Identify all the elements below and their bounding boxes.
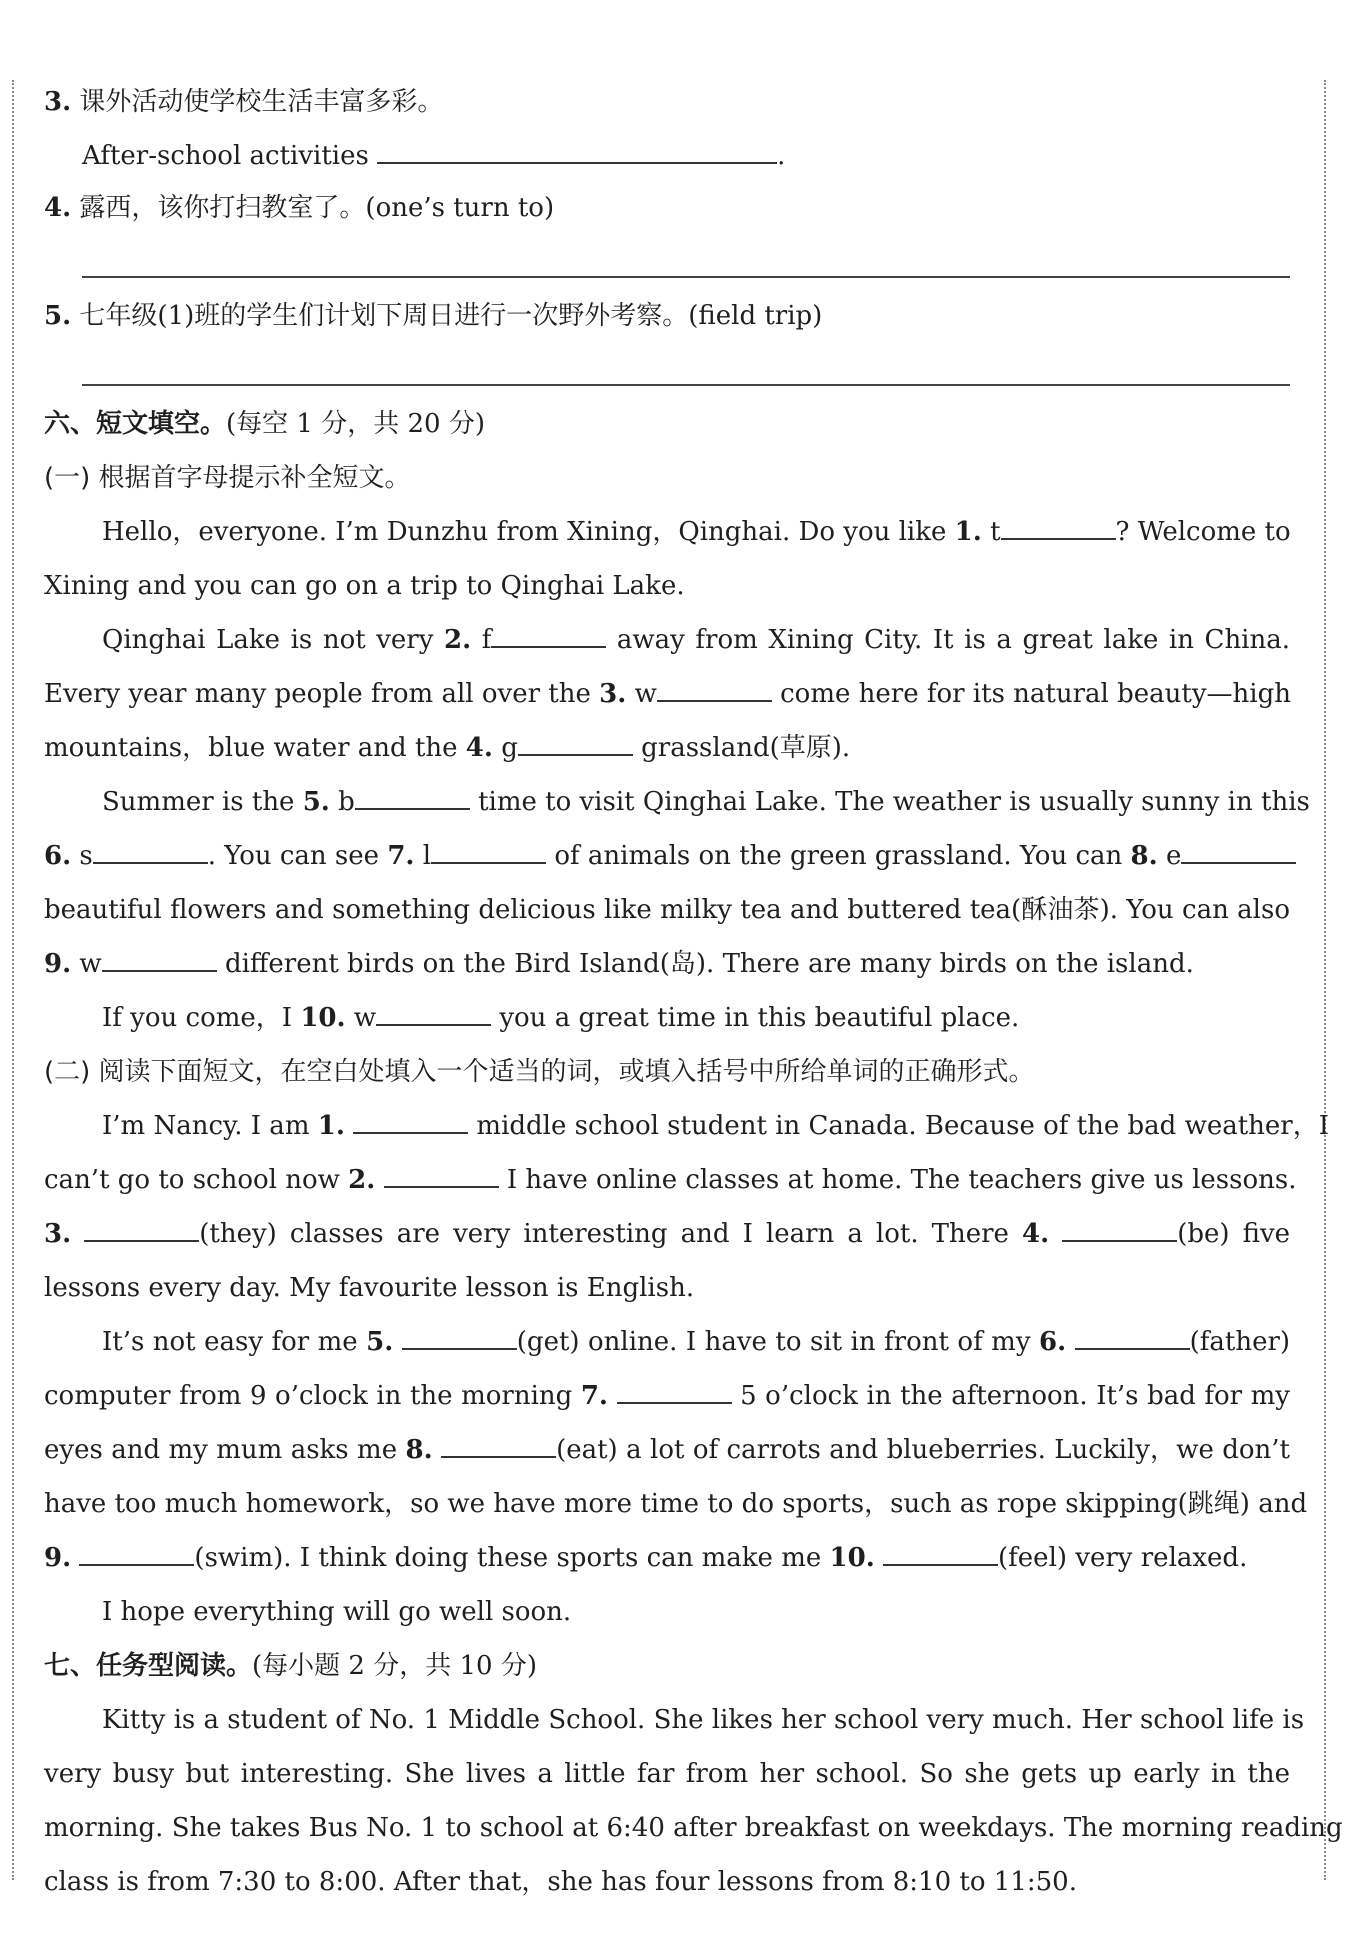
passage-1-line: Summer is the 5. b time to visit Qinghai Lake. The weather is usually sunny in this [102,787,1310,817]
passage-1-line: 6. s . You can see 7. l of animals on the green grassland. You can 8. e [44,838,1290,874]
passage-1-line: beautiful flowers and something delicious like milky tea and buttered tea(酥油茶). You can also [44,895,1290,925]
blank-3[interactable] [657,680,772,702]
blank-9[interactable] [102,950,217,972]
passage-1-line: Xining and you can go on a trip to Qinghai Lake. [44,571,685,601]
section-6-heading: 六、短文填空。(每空 1 分，共 20 分) [44,409,485,439]
blank-3[interactable] [84,1220,199,1242]
passage-2-line: I hope everything will go well soon. [102,1597,572,1627]
section-7-heading: 七、任务型阅读。(每小题 2 分，共 10 分) [44,1651,537,1681]
passage-2-line: I’m Nancy. I am 1. middle school student in Canada. Because of the bad weather，I [102,1111,1330,1141]
blank-10[interactable] [883,1544,998,1566]
blank-8[interactable] [441,1436,556,1458]
passage-1-line: Hello，everyone. I’m Dunzhu from Xining，Qinghai. Do you like 1. t ? Welcome to [102,517,1291,547]
blank-4[interactable] [1062,1220,1177,1242]
passage-3-line: very busy but interesting. She lives a little far from her school. So she gets up early in the [44,1759,1290,1789]
answer-line-4[interactable] [82,276,1290,278]
section-6-part-1-heading: (一) 根据首字母提示补全短文。 [44,463,411,493]
blank-5[interactable] [402,1328,517,1350]
passage-2-line: computer from 9 o’clock in the morning 7. 5 o’clock in the afternoon. It’s bad for my [44,1381,1290,1411]
blank-1[interactable] [1001,518,1116,540]
section-6-part-2-heading: (二) 阅读下面短文，在空白处填入一个适当的词，或填入括号中所给单词的正确形式。 [44,1057,1035,1087]
passage-1-line: Every year many people from all over the 3. w come here for its natural beauty—high [44,679,1291,709]
answer-blank[interactable] [377,142,777,164]
right-margin-line [1324,80,1326,1880]
passage-2-line: 9. (swim). I think doing these sports can make me 10. (feel) very relaxed. [44,1543,1248,1573]
passage-2-line: can’t go to school now 2. I have online classes at home. The teachers give us lessons. [44,1165,1297,1195]
blank-10[interactable] [376,1004,491,1026]
passage-1-line: mountains，blue water and the 4. g grassland(草原). [44,733,851,763]
passage-3-line: morning. She takes Bus No. 1 to school at 6:40 after breakfast on weekdays. The morning reading [44,1813,1343,1843]
answer-line-5[interactable] [82,384,1290,386]
blank-7[interactable] [617,1382,732,1404]
question-4: 4. 露西，该你打扫教室了。(one’s turn to) [44,193,555,223]
blank-6[interactable] [1075,1328,1190,1350]
blank-7[interactable] [431,842,546,864]
question-3-answer: After-school activities . [82,141,786,171]
passage-2-line: It’s not easy for me 5. (get) online. I have to sit in front of my 6. (father) [102,1327,1291,1357]
blank-5[interactable] [355,788,470,810]
question-3: 3. 课外活动使学校生活丰富多彩。 [44,87,444,117]
question-5: 5. 七年级(1)班的学生们计划下周日进行一次野外考察。(field trip) [44,301,823,331]
left-margin-line [12,80,14,1880]
passage-3-line: class is from 7:30 to 8:00. After that，she has four lessons from 8:10 to 11:50. [44,1867,1077,1897]
blank-6[interactable] [93,842,208,864]
passage-2-line: eyes and my mum asks me 8. (eat) a lot of carrots and blueberries. Luckily，we don’t [44,1435,1290,1465]
blank-4[interactable] [518,734,633,756]
blank-2[interactable] [491,626,606,648]
blank-1[interactable] [353,1112,468,1134]
passage-2-line: lessons every day. My favourite lesson is English. [44,1273,695,1303]
blank-9[interactable] [79,1544,194,1566]
blank-2[interactable] [384,1166,499,1188]
passage-1-line: If you come，I 10. w you a great time in this beautiful place. [102,1003,1020,1033]
question-3-chinese: 课外活动使学校生活丰富多彩。 [79,87,444,117]
passage-2-line: 3. (they) classes are very interesting and I learn a lot. There 4. (be) five [44,1219,1291,1249]
passage-2-line: have too much homework，so we have more time to do sports，such as rope skipping(跳绳) and [44,1489,1308,1519]
passage-1-line: Qinghai Lake is not very 2. f away from Xining City. It is a great lake in China. [102,625,1291,655]
passage-1-line: 9. w different birds on the Bird Island(岛). There are many birds on the island. [44,949,1194,979]
passage-3-line: Kitty is a student of No. 1 Middle School. She likes her school very much. Her school life is [102,1705,1305,1735]
blank-8[interactable] [1181,842,1296,864]
